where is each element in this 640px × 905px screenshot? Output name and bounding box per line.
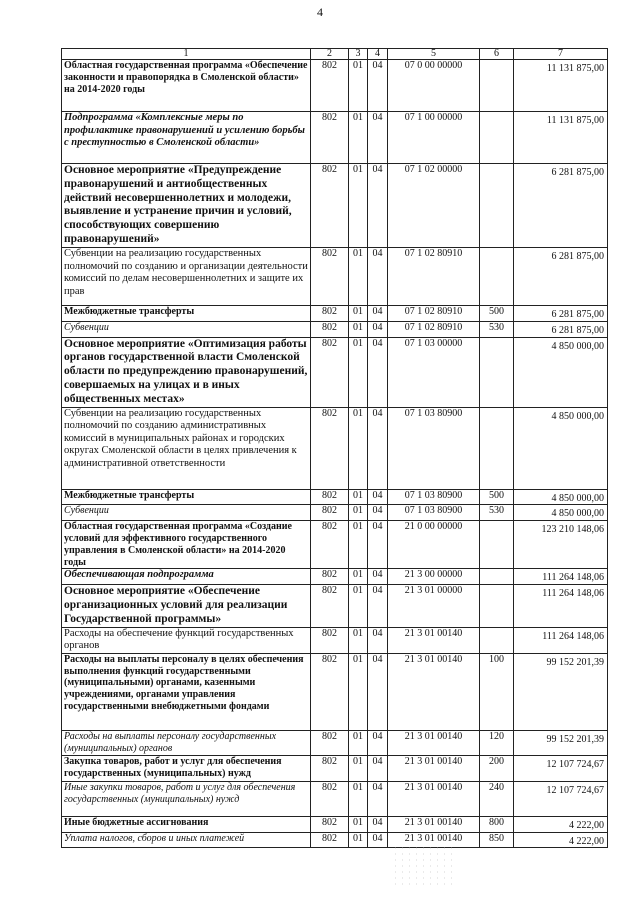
amount-cell: 123 210 148,06 <box>514 521 608 569</box>
code-cell: 01 <box>349 112 368 164</box>
amount-cell: 6 281 875,00 <box>514 321 608 337</box>
code-cell: 802 <box>311 569 349 585</box>
expense-type-cell: 850 <box>480 832 514 848</box>
amount-cell: 99 152 201,39 <box>514 653 608 730</box>
amount-cell: 11 131 875,00 <box>514 60 608 112</box>
budget-table <box>61 48 608 848</box>
code-cell: 01 <box>349 627 368 653</box>
table-row <box>62 306 608 322</box>
table-header-row <box>62 49 608 60</box>
code-cell: 04 <box>368 653 388 730</box>
expense-type-cell: 200 <box>480 755 514 781</box>
target-article-cell: 07 1 03 00000 <box>388 337 480 407</box>
code-cell: 01 <box>349 755 368 781</box>
header-cell: 3 <box>349 49 368 60</box>
target-article-cell: 07 1 02 80910 <box>388 321 480 337</box>
amount-cell: 6 281 875,00 <box>514 248 608 306</box>
row-name-cell: Расходы на обеспечение функций государственных органов <box>62 627 311 653</box>
row-name-cell: Подпрограмма «Комплексные меры по профилактике правонарушений и усилению борьбы с преступностью в Смоленской области» <box>62 112 311 164</box>
target-article-cell: 07 1 03 80900 <box>388 489 480 505</box>
code-cell: 802 <box>311 337 349 407</box>
row-name-cell: Уплата налогов, сборов и иных платежей <box>62 832 311 848</box>
table-row <box>62 585 608 627</box>
code-cell: 04 <box>368 730 388 755</box>
code-cell: 802 <box>311 521 349 569</box>
target-article-cell: 21 3 00 00000 <box>388 569 480 585</box>
header-cell: 5 <box>388 49 480 60</box>
code-cell: 04 <box>368 505 388 521</box>
expense-type-cell <box>480 627 514 653</box>
table-row <box>62 489 608 505</box>
table-row <box>62 730 608 755</box>
amount-cell: 4 222,00 <box>514 832 608 848</box>
code-cell: 04 <box>368 306 388 322</box>
amount-cell: 99 152 201,39 <box>514 730 608 755</box>
row-name-cell: Иные закупки товаров, работ и услуг для обеспечения государственных (муниципальных) нужд <box>62 781 311 816</box>
expense-type-cell: 120 <box>480 730 514 755</box>
row-name-cell: Субвенции <box>62 321 311 337</box>
code-cell: 802 <box>311 816 349 832</box>
code-cell: 01 <box>349 653 368 730</box>
code-cell: 04 <box>368 489 388 505</box>
code-cell: 01 <box>349 306 368 322</box>
code-cell: 04 <box>368 832 388 848</box>
target-article-cell: 07 1 02 80910 <box>388 248 480 306</box>
code-cell: 04 <box>368 337 388 407</box>
amount-cell: 12 107 724,67 <box>514 755 608 781</box>
code-cell: 04 <box>368 112 388 164</box>
code-cell: 01 <box>349 337 368 407</box>
code-cell: 802 <box>311 627 349 653</box>
header-cell: 4 <box>368 49 388 60</box>
header-cell: 2 <box>311 49 349 60</box>
target-article-cell: 21 3 01 00140 <box>388 832 480 848</box>
expense-type-cell: 240 <box>480 781 514 816</box>
code-cell: 802 <box>311 306 349 322</box>
expense-type-cell: 100 <box>480 653 514 730</box>
expense-type-cell: 500 <box>480 306 514 322</box>
row-name-cell: Расходы на выплаты персоналу государственных (муниципальных) органов <box>62 730 311 755</box>
expense-type-cell <box>480 337 514 407</box>
code-cell: 01 <box>349 248 368 306</box>
row-name-cell: Межбюджетные трансферты <box>62 489 311 505</box>
table-row <box>62 755 608 781</box>
target-article-cell: 07 0 00 00000 <box>388 60 480 112</box>
row-name-cell: Основное мероприятие «Обеспечение организационных условий для реализации Государственной программы» <box>62 585 311 627</box>
code-cell: 802 <box>311 407 349 489</box>
code-cell: 802 <box>311 489 349 505</box>
header-cell: 1 <box>62 49 311 60</box>
code-cell: 04 <box>368 248 388 306</box>
amount-cell: 4 850 000,00 <box>514 407 608 489</box>
header-cell: 6 <box>480 49 514 60</box>
row-name-cell: Субвенции <box>62 505 311 521</box>
expense-type-cell <box>480 112 514 164</box>
expense-type-cell: 530 <box>480 321 514 337</box>
target-article-cell: 07 1 00 00000 <box>388 112 480 164</box>
table-row <box>62 164 608 248</box>
code-cell: 802 <box>311 653 349 730</box>
row-name-cell: Расходы на выплаты персоналу в целях обеспечения выполнения функций государственными (муниципальными) органами, казенными учреждениями, органами управления государственными внебюджетными фондами <box>62 653 311 730</box>
target-article-cell: 21 3 01 00140 <box>388 816 480 832</box>
table-row <box>62 112 608 164</box>
code-cell: 802 <box>311 755 349 781</box>
code-cell: 802 <box>311 730 349 755</box>
code-cell: 802 <box>311 60 349 112</box>
expense-type-cell <box>480 248 514 306</box>
row-name-cell: Областная государственная программа «Обеспечение законности и правопорядка в Смоленской области» на 2014-2020 годы <box>62 60 311 112</box>
code-cell: 01 <box>349 407 368 489</box>
code-cell: 01 <box>349 816 368 832</box>
target-article-cell: 21 3 01 00140 <box>388 653 480 730</box>
expense-type-cell <box>480 164 514 248</box>
amount-cell: 11 131 875,00 <box>514 112 608 164</box>
amount-cell: 4 850 000,00 <box>514 505 608 521</box>
expense-type-cell <box>480 407 514 489</box>
amount-cell: 4 850 000,00 <box>514 489 608 505</box>
amount-cell: 111 264 148,06 <box>514 627 608 653</box>
amount-cell: 4 850 000,00 <box>514 337 608 407</box>
amount-cell: 4 222,00 <box>514 816 608 832</box>
code-cell: 802 <box>311 321 349 337</box>
code-cell: 01 <box>349 164 368 248</box>
row-name-cell: Субвенции на реализацию государственных полномочий по созданию и организации деятельности комиссий по делам несовершеннолетних и защите их прав <box>62 248 311 306</box>
scan-noise <box>392 845 452 885</box>
target-article-cell: 07 1 03 80900 <box>388 505 480 521</box>
code-cell: 802 <box>311 832 349 848</box>
table-row <box>62 407 608 489</box>
code-cell: 01 <box>349 781 368 816</box>
table-row <box>62 569 608 585</box>
table-row <box>62 653 608 730</box>
code-cell: 802 <box>311 781 349 816</box>
code-cell: 01 <box>349 585 368 627</box>
code-cell: 01 <box>349 489 368 505</box>
code-cell: 802 <box>311 585 349 627</box>
code-cell: 04 <box>368 569 388 585</box>
code-cell: 04 <box>368 60 388 112</box>
target-article-cell: 07 1 02 80910 <box>388 306 480 322</box>
amount-cell: 12 107 724,67 <box>514 781 608 816</box>
expense-type-cell <box>480 60 514 112</box>
table-row <box>62 60 608 112</box>
target-article-cell: 07 1 03 80900 <box>388 407 480 489</box>
row-name-cell: Закупка товаров, работ и услуг для обеспечения государственных (муниципальных) нужд <box>62 755 311 781</box>
table-row <box>62 321 608 337</box>
row-name-cell: Областная государственная программа «Создание условий для эффективного государственного управления в Смоленской области» на 2014-2020 годы <box>62 521 311 569</box>
expense-type-cell <box>480 521 514 569</box>
code-cell: 04 <box>368 585 388 627</box>
code-cell: 802 <box>311 248 349 306</box>
amount-cell: 6 281 875,00 <box>514 164 608 248</box>
table-row <box>62 248 608 306</box>
expense-type-cell: 800 <box>480 816 514 832</box>
expense-type-cell: 500 <box>480 489 514 505</box>
code-cell: 01 <box>349 505 368 521</box>
row-name-cell: Обеспечивающая подпрограмма <box>62 569 311 585</box>
table-row <box>62 832 608 848</box>
table-row <box>62 627 608 653</box>
code-cell: 802 <box>311 112 349 164</box>
code-cell: 04 <box>368 164 388 248</box>
expense-type-cell <box>480 569 514 585</box>
code-cell: 04 <box>368 521 388 569</box>
table-row <box>62 521 608 569</box>
code-cell: 04 <box>368 321 388 337</box>
code-cell: 04 <box>368 781 388 816</box>
row-name-cell: Межбюджетные трансферты <box>62 306 311 322</box>
row-name-cell: Основное мероприятие «Предупреждение правонарушений и антиобщественных действий несовершеннолетних и молодежи, выявление и устранение причин и условий, способствующих совершению правонарушений» <box>62 164 311 248</box>
code-cell: 04 <box>368 627 388 653</box>
target-article-cell: 21 0 00 00000 <box>388 521 480 569</box>
code-cell: 01 <box>349 569 368 585</box>
code-cell: 01 <box>349 321 368 337</box>
code-cell: 01 <box>349 730 368 755</box>
amount-cell: 111 264 148,06 <box>514 585 608 627</box>
page-number: 4 <box>317 5 323 19</box>
table-row <box>62 816 608 832</box>
target-article-cell: 21 3 01 00140 <box>388 627 480 653</box>
expense-type-cell <box>480 585 514 627</box>
header-cell: 7 <box>514 49 608 60</box>
target-article-cell: 21 3 01 00140 <box>388 781 480 816</box>
table-row <box>62 781 608 816</box>
row-name-cell: Основное мероприятие «Оптимизация работы органов государственной власти Смоленской области по предупреждению правонарушений, совершаемых на улицах и в иных общественных местах» <box>62 337 311 407</box>
expense-type-cell: 530 <box>480 505 514 521</box>
code-cell: 01 <box>349 832 368 848</box>
row-name-cell: Субвенции на реализацию государственных полномочий по созданию административных комиссий в муниципальных районах и городских округах Смоленской области в целях привлечения к административной ответственности <box>62 407 311 489</box>
code-cell: 802 <box>311 164 349 248</box>
amount-cell: 6 281 875,00 <box>514 306 608 322</box>
code-cell: 01 <box>349 60 368 112</box>
code-cell: 802 <box>311 505 349 521</box>
target-article-cell: 21 3 01 00000 <box>388 585 480 627</box>
code-cell: 01 <box>349 521 368 569</box>
code-cell: 04 <box>368 407 388 489</box>
code-cell: 04 <box>368 816 388 832</box>
table-row <box>62 505 608 521</box>
target-article-cell: 07 1 02 00000 <box>388 164 480 248</box>
target-article-cell: 21 3 01 00140 <box>388 755 480 781</box>
amount-cell: 111 264 148,06 <box>514 569 608 585</box>
code-cell: 04 <box>368 755 388 781</box>
row-name-cell: Иные бюджетные ассигнования <box>62 816 311 832</box>
target-article-cell: 21 3 01 00140 <box>388 730 480 755</box>
table-row <box>62 337 608 407</box>
